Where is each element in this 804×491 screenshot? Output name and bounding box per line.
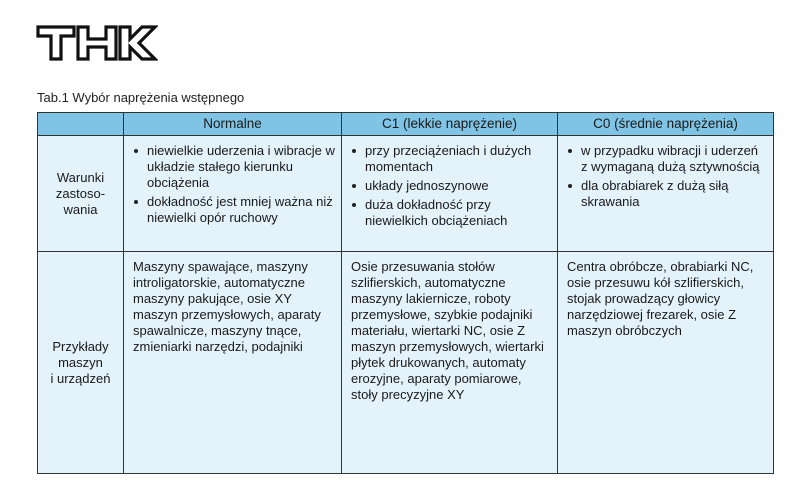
list-item: układy jednoszynowe <box>351 178 551 194</box>
row-label-examples <box>38 252 124 474</box>
bullet-list <box>133 143 335 226</box>
table-row <box>38 136 774 252</box>
table-caption: Tab.1 Wybór naprężenia wstępnego <box>37 90 245 105</box>
cell-text: Osie przesuwania stołów szlifierskich, automatyczne maszyny lakiernicze, roboty przemysłowe, szybkie podajniki materiału, wiertarki NC, osie Z maszyn przemysłowych, wiertarki płytek drukowanych, automaty erozyjne, aparaty pomiarowe, stoły precyzyjne XY <box>351 259 544 402</box>
table-row <box>38 252 774 474</box>
row-label-line: zastoso- <box>55 185 106 201</box>
cell-conditions-c1 <box>342 136 558 252</box>
preload-selection-table <box>37 112 774 474</box>
row-label-conditions <box>38 136 124 252</box>
header-c0: C0 (średnie naprężenia) <box>558 113 774 136</box>
bullet-list <box>351 143 551 229</box>
row-label-line: Warunki <box>56 169 105 185</box>
list-item: przy przeciążeniach i dużych momentach <box>351 143 551 175</box>
row-label-line: wania <box>63 201 98 217</box>
cell-examples-c1 <box>342 252 558 474</box>
bullet-list <box>567 143 767 210</box>
cell-examples-normal <box>124 252 342 474</box>
list-item: dokładność jest mniej ważna niż niewielki opór ruchowy <box>133 194 335 226</box>
cell-text: Centra obróbcze, obrabiarki NC, osie przesuwu kół szlifierskich, stojak prowadzący głowicy narzędziowej frezarek, osie Z maszyn obróbczych <box>567 259 754 338</box>
header-normal: Normalne <box>124 113 342 136</box>
cell-text: Maszyny spawające, maszyny introligatorskie, automatyczne maszyny pakujące, osie XY maszyn przemysłowych, aparaty spawalnicze, maszyny tnące, zmieniarki narzędzi, podajniki <box>133 259 321 354</box>
row-label-line: Przykłady <box>52 338 109 354</box>
list-item: niewielkie uderzenia i wibracje w układzie stałego kierunku obciążenia <box>133 143 335 191</box>
row-label-line: maszyn <box>58 354 103 370</box>
cell-conditions-normal <box>124 136 342 252</box>
cell-examples-c0 <box>558 252 774 474</box>
cell-conditions-c0 <box>558 136 774 252</box>
thk-logo <box>36 24 158 62</box>
row-label-line: i urządzeń <box>50 370 111 386</box>
header-c1: C1 (lekkie naprężenie) <box>342 113 558 136</box>
list-item: w przypadku wibracji i uderzeń z wymaganą dużą sztywnością <box>567 143 767 175</box>
list-item: duża dokładność przy niewielkich obciążeniach <box>351 197 551 229</box>
list-item: dla obrabiarek z dużą siłą skrawania <box>567 178 767 210</box>
header-row <box>38 113 774 136</box>
header-empty <box>38 113 124 136</box>
